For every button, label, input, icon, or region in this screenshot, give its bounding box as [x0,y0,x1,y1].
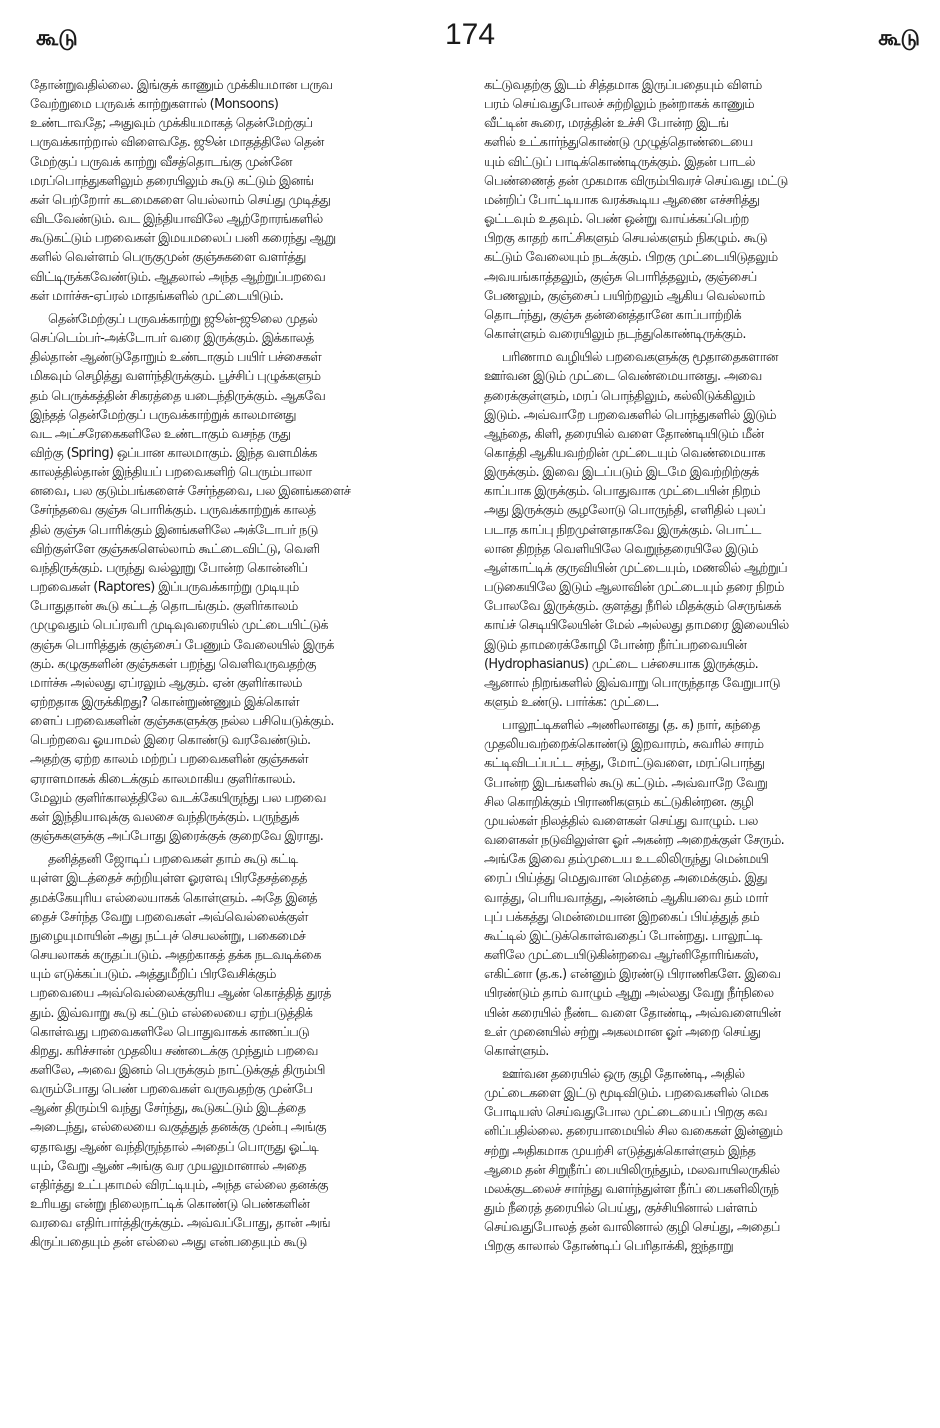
text-line: அது இருக்கும் சூழலோடு பொருந்தி, எளிதில் புலப் [484,503,766,519]
text-line: கொள்வது பறவைகளிலே பொதுவாகக் காணப்படு [30,1024,310,1040]
text-line: காலத்தில்தான் இந்தியப் பறவைகளிற் பெரும்பாலா [30,465,312,481]
text-line: விற்கு (Spring) ஒப்பான காலமாகும். இந்த வளமிக்க [30,445,317,461]
text-line: நுழையுமாயின் அது நட்புச் செயலன்று, பகைமைச் [30,928,306,944]
text-line: இருக்கும். இவை இடப்படும் இடமே இவற்றிற்குக் [484,465,759,481]
text-line: தில் குஞ்சு பொரிக்கும் இனங்களிலே அக்டோபர் நடு [30,522,318,538]
text-line: ஏதாவது ஆண் வந்திருந்தால் அதைப் பொருது ஓட்டி [30,1139,319,1155]
text-line: செப்டெம்பர்-அக்டோபர் வரை இருக்கும். இக்காலத் [30,331,314,347]
text-line: லான திறந்த வெளியிலே வெறுந்தரையிலே இடும் [484,541,758,557]
text-line: தோன்றுவதில்லை. இங்குக் காணும் முக்கியமான பருவ [30,78,333,93]
text-line: அங்கே இவை தம்முடைய உடலிலிருந்து மென்மயி [484,852,769,868]
text-line: தனித்தனி ஜோடிப் பறவைகள் தாம் கூடு கட்டி [48,852,298,868]
paragraph [484,348,922,712]
text-line: தென்மேற்குப் பருவக்காற்று ஜூன்-ஜூலை முதல் [48,311,318,327]
text-line: போன்ற இடங்களில் கூடு கட்டும். அவ்வாறே வேறு [484,775,768,791]
text-line: ஊர்வன இடும் முட்டை வெண்மையானது. அவை [484,369,762,385]
text-line: களிலே முட்டையிடுகின்றவை ஆர்னிதோரிங்கஸ், [484,948,759,964]
text-line: தில்தான் ஆண்டுதோறும் உண்டாகும் பயிர் பச்சைகள் [30,350,322,366]
text-line: பிறகு காலால் தோண்டிப் பெரிதாக்கி, ஐந்தாறு [484,1239,734,1255]
text-line: வளைகள் நடுவிலுள்ள ஓர் அகன்ற அறைக்குள் சேரும். [484,833,785,849]
text-line: களில் வெள்ளம் பெருகுமுன் குஞ்சுகளை வளர்த்து [30,250,306,266]
text-line: ளைப் பறவைகளின் குஞ்சுகளுக்கு நல்ல பசியெடுக்கும். [30,714,334,730]
text-line: ஏற்றதாக இருக்கிறது? கொன்றுண்ணும் இக்கொள் [30,695,299,710]
text-line: மலக்குடலைச் சார்ந்து வளர்ந்துள்ள நீர்ப் பைகளிலிருந் [484,1181,779,1197]
text-line: எதிர்த்து உட்புகாமல் விரட்டியும், அந்த எல்லை தனக்கு [30,1177,328,1193]
text-line: தொடர்ந்து, குஞ்சு தன்னைத்தானே காப்பாற்றிக் [484,307,742,323]
text-line: விடவேண்டும். வட இந்தியாவிலே ஆற்றோரங்களில் [30,212,323,228]
text-line: வரவை எதிர்பார்த்திருக்கும். அவ்வப்போது, தான் அங் [30,1216,330,1232]
text-line: தரைக்குள்ளும், மரப் பொந்திலும், கல்லிடுக்கிலும் [484,388,755,404]
text-line: சேர்ந்தவை குஞ்சு பொரிக்கும். பருவக்காற்றுக் காலத் [30,503,316,519]
text-line: பெண்ணைத் தன் முகமாக விரும்பிவரச் செய்வது மட்டு [484,173,788,189]
text-line: யுள்ள இடத்தைச் சுற்றியுள்ள ஓரளவு பிரதேசத்தைத் [30,871,307,887]
text-line: பருவக்காற்றால் விளைவதே. ஜூன் மாதத்திலே தென் [30,135,324,151]
text-line: தும் நீரைத் தரையில் பெய்து, குச்சியினால் பள்ளம் [484,1201,757,1217]
paragraph [484,76,922,344]
text-line: பரிணாம வழியில் பறவைகளுக்கு மூதாதைகளான [502,350,778,366]
text-line: ஆள்காட்டிக் குருவியின் முட்டையும், மணலில் ஆற்றுப் [484,560,787,576]
text-line: பெற்றவை ஓயாமல் இரை கொண்டு வரவேண்டும். [30,733,311,749]
text-line: விற்குள்ளே குஞ்சுகளெல்லாம் கூட்டைவிட்டு, வெளி [30,541,320,557]
text-line: வந்திருக்கும். பருந்து வல்லூறு போன்ற கொன்னிப் [30,560,308,576]
text-line: னிப்பதில்லை. தரையாமையில் சில வகைகள் இன்னும் [484,1124,783,1140]
text-line: கூட்டில் இட்டுக்கொள்வதைப் போன்றது. பாலூட்டி [484,928,762,944]
text-line: பறவையை அவ்வெல்லைக்குரிய ஆண் கொத்தித் துரத் [30,986,331,1002]
text-line: எகிட்னா (த.க.) என்னும் இரண்டு பிராணிகளே. இவை [484,967,781,983]
text-line: பேணலும், குஞ்சைப் பயிற்றலும் ஆகிய வெல்லாம் [484,288,765,304]
text-line: வரும்போது பெண் பறவைகள் வருவதற்கு முன்பே [30,1082,313,1098]
text-line: அதற்கு ஏற்ற காலம் மற்றப் பறவைகளின் குஞ்சுகள் [30,752,308,768]
text-line: ஆனால் நிறங்களில் இவ்வாறு பொருந்தாத வேறுபாடு [484,675,780,691]
text-line: சற்று அதிகமாக முயற்சி எடுத்துக்கொள்ளும் இந்த [484,1143,756,1159]
text-line: குஞ்சுகளுக்கு அப்போது இரைக்குக் குறைவே இராது. [30,829,324,845]
text-line: கொள்ளும். [484,1043,549,1059]
text-line: வேற்றுமை பருவக் காற்றுகளால் (Monsoons) [30,97,279,113]
text-line: உள் முனையில் சற்று அகலமான ஓர் அறை செய்து [484,1024,761,1040]
text-line: முதலியவற்றைக்கொண்டு இறவாரம், சுவரில் சாரம் [484,737,764,753]
text-line: படுகையிலே இடும் ஆலாவின் முட்டையும் தரை நிறம் [484,580,784,596]
text-line: ஆண் திரும்பி வந்து சேர்ந்து, கூடுகட்டும் இடத்தை [30,1101,306,1117]
text-line: ஊர்வன தரையில் ஒரு குழி தோண்டி, அதில் [502,1066,745,1082]
text-line: வீட்டின் கூரை, மரத்தின் உச்சி போன்ற இடங் [484,116,729,132]
text-line: முட்டைகளை இட்டு மூடிவிடும். பறவைகளில் மெக [484,1086,769,1102]
right-column [484,76,922,1257]
text-line: தும். இவ்வாறு கூடு கட்டும் எல்லையை ஏற்படுத்திக் [30,1005,313,1021]
text-line: விட்டிருக்கவேண்டும். ஆதலால் அந்த ஆற்றுப்பறவை [30,269,326,285]
paragraph [484,716,922,1061]
text-line: கும். கழுகுகளின் குஞ்சுகள் பறந்து வெளிவருவதற்கு [30,656,316,672]
text-line: கட்டிவிடப்பட்ட சந்து, மோட்டுவளை, மரப்பொந்து [484,756,765,772]
text-line: முயல்கள் நிலத்தில் வளைகள் செய்து வாழும். பல [484,813,758,829]
page-header [0,0,940,80]
text-line: கிறது. கரிச்சான் முதலிய சண்டைக்கு முந்தும் பறவை [30,1043,318,1059]
text-line: பிறகு காதற் காட்சிகளும் செயல்களும் நிகழும். கூடு [484,231,767,247]
text-line: ஆமை தன் சிறுநீர்ப் பையிலிருந்தும், மலவாயிலருகில் [484,1162,780,1178]
text-line: தைச் சேர்ந்த வேறு பறவைகள் அவ்வெல்லைக்குள் [30,909,308,925]
text-line: ஓட்டவும் உதவும். பெண் ஒன்று வாய்க்கப்பெற்ற [484,212,749,228]
text-line: கட்டும் வேலையும் நடக்கும். பிறகு முட்டையிடுதலும் [484,250,778,266]
left-column [30,76,468,1253]
text-line: படாத காப்பு நிறமுள்ளதாகவே இருக்கும். பொட்ட [484,522,761,538]
text-line: கொள்ளும் வரையிலும் நடந்துகொண்டிருக்கும். [484,327,746,343]
text-line: கள் இந்தியாவுக்கு வலசை வந்திருக்கும். பருந்துக் [30,809,299,825]
text-line: கட்டுவதற்கு இடம் சித்தமாக இருப்பதையும் விளம் [484,78,762,93]
text-line: (Hydrophasianus) முட்டை பச்சையாக இருக்கும். [484,656,759,672]
right-headword: கூடு [878,26,920,51]
text-line: கள் மார்ச்சு-ஏப்ரல் மாதங்களில் முட்டையிடும். [30,288,284,304]
text-line: செயலாகக் கருதப்படும். அதற்காகத் தக்க நடவடிக்கை [30,948,321,964]
text-line: இடும் தாமரைக்கோழி போன்ற நீர்ப்பறவையின் [484,637,747,653]
page-number: 174 [444,18,496,51]
text-line: குஞ்சு பொரித்துக் குஞ்சைப் பேணும் வேலையில் இருக் [30,637,334,653]
text-line: களில் உட்கார்ந்துகொண்டு முழுத்தொண்டையை [484,135,753,151]
paragraph [30,310,468,846]
text-line: ரைப் பிய்த்து மெதுவான மெத்தை அமைக்கும். இது [484,871,767,887]
text-line: யின் கரையில் நீண்ட வளை தோண்டி, அவ்வளையின் [484,1005,781,1021]
text-line: உரியது என்று நிலைநாட்டிக் கொண்டு பெண்களின் [30,1197,310,1213]
text-line: புப் பக்கத்து மென்மையான இறகைப் பிய்த்துத் தம் [484,909,760,925]
text-line: மரப்பொந்துகளிலும் தரையிலும் கூடு கட்டும் இனங் [30,173,314,189]
text-line: மேற்குப் பருவக் காற்று வீசத்தொடங்கு முன்னே [30,154,292,170]
text-line: கள் பெற்றோர் கடமைகளை யெல்லாம் செய்து முடித்து [30,192,331,208]
text-line: போடியஸ் செய்வதுபோல முட்டையைப் பிறகு கவ [484,1105,767,1121]
paragraph [30,850,468,1252]
text-line: ஆந்தை, கிளி, தரையில் வளை தோண்டியிடும் மீன் [484,426,764,442]
text-line: போதுதான் கூடு கட்டத் தொடங்கும். குளிர்காலம் [30,599,298,615]
text-line: உண்டாவதே; அதுவும் முக்கியமாகத் தென்மேற்குப் [30,116,313,132]
text-line: யும், வேறு ஆண் அங்கு வர முயலுமானால் அதை [30,1158,307,1174]
paragraph [484,1065,922,1257]
text-line: இந்தத் தென்மேற்குப் பருவக்காற்றுக் காலமானது [30,407,296,423]
text-line: அவயங்காத்தலும், குஞ்சு பொரித்தலும், குஞ்சைப் [484,269,757,285]
text-line: மேலும் குளிர்காலத்திலே வடக்கேயிருந்து பல பறவை [30,790,326,806]
left-headword: கூடு [36,26,78,51]
text-line: கிருப்பதையும் தன் எல்லை அது என்பதையும் கூடு [30,1235,307,1251]
text-line: பரம் செய்வதுபோலச் சுற்றிலும் நன்றாகக் காணும் [484,97,755,113]
text-line: னவை, பல குடும்பங்களைச் சேர்ந்தவை, பல இனங்களைச் [30,484,351,500]
text-line: பாலூட்டிகளில் அணிலானது (த. க) நார், கந்தை [502,718,760,734]
text-line: யிரண்டும் தாம் வாழும் ஆறு அல்லது வேறு நீர்நிலை [484,986,774,1002]
text-line: களும் உண்டு. பார்க்க: முட்டை. [484,695,659,710]
text-line: களிலே, அவை இனம் பெருக்கும் நாட்டுக்குத் திரும்பி [30,1062,325,1078]
text-line: ஏராளமாகக் கிடைக்கும் காலமாகிய குளிர்காலம். [30,771,296,787]
text-line: மன்றிப் போட்டியாக வரக்கூடிய ஆணை எச்சரித்து [484,192,760,208]
text-line: அடைந்து, எல்லையை வகுத்துத் தனக்கு முன்பு அங்கு [30,1120,326,1136]
text-line: தம் பெருக்கத்தின் சிகரத்தை யடைந்திருக்கும். ஆகவே [30,388,326,404]
text-line: யும் விட்டுப் பாடிக்கொண்டிருக்கும். இதன் பாடல் [484,154,755,170]
text-line: காய்ச் செடியிலேயின் மேல் அல்லது தாமரை இலையில் [484,618,789,634]
text-line: பறவைகள் (Raptores) இப்பருவக்காற்று முடியும் [30,580,299,596]
text-line: சில கொறிக்கும் பிராணிகளும் கட்டுகின்றன. குழி [484,794,754,810]
text-line: இடும். அவ்வாறே பறவைகளில் பொந்துகளில் இடும் [484,407,776,423]
text-line: கூடுகட்டும் பறவைகள் இமயமலைப் பனி கரைந்து ஆறு [30,231,336,247]
text-line: காப்பாக இருக்கும். பொதுவாக முட்டையின் நிறம் [484,484,760,500]
paragraph [30,76,468,306]
text-line: மிகவும் செழித்து வளர்ந்திருக்கும். பூச்சிப் புழுக்களும் [30,369,321,385]
text-line: வாத்து, பெரியவாத்து, அன்னம் ஆகியவை தம் மார் [484,890,768,906]
text-line: கொத்தி ஆகியவற்றின் முட்டையும் வெண்மையாக [484,445,765,461]
text-line: முழுவதும் பெப்ரவரி முடிவுவரையில் முட்டையிட்டுக் [30,618,328,634]
text-line: போலவே இருக்கும். குளத்து நீரில் மிதக்கும் செருங்கக் [484,599,781,615]
text-line: மார்ச்சு அல்லது ஏப்ரலும் ஆகும். ஏன் குளிர்காலம் [30,675,302,691]
text-line: வட அட்சரேகைகளிலே உண்டாகும் வசந்த ருது [30,426,291,442]
text-line: யும் எடுக்கப்படும். அத்துமீறிப் பிரவேசிக்கும் [30,967,276,983]
text-line: செய்வதுபோலத் தன் வாலினால் குழி செய்து, அதைப் [484,1220,780,1236]
text-line: தமக்கேயுரிய எல்லையாகக் கொள்ளும். அதே இனத் [30,890,317,906]
